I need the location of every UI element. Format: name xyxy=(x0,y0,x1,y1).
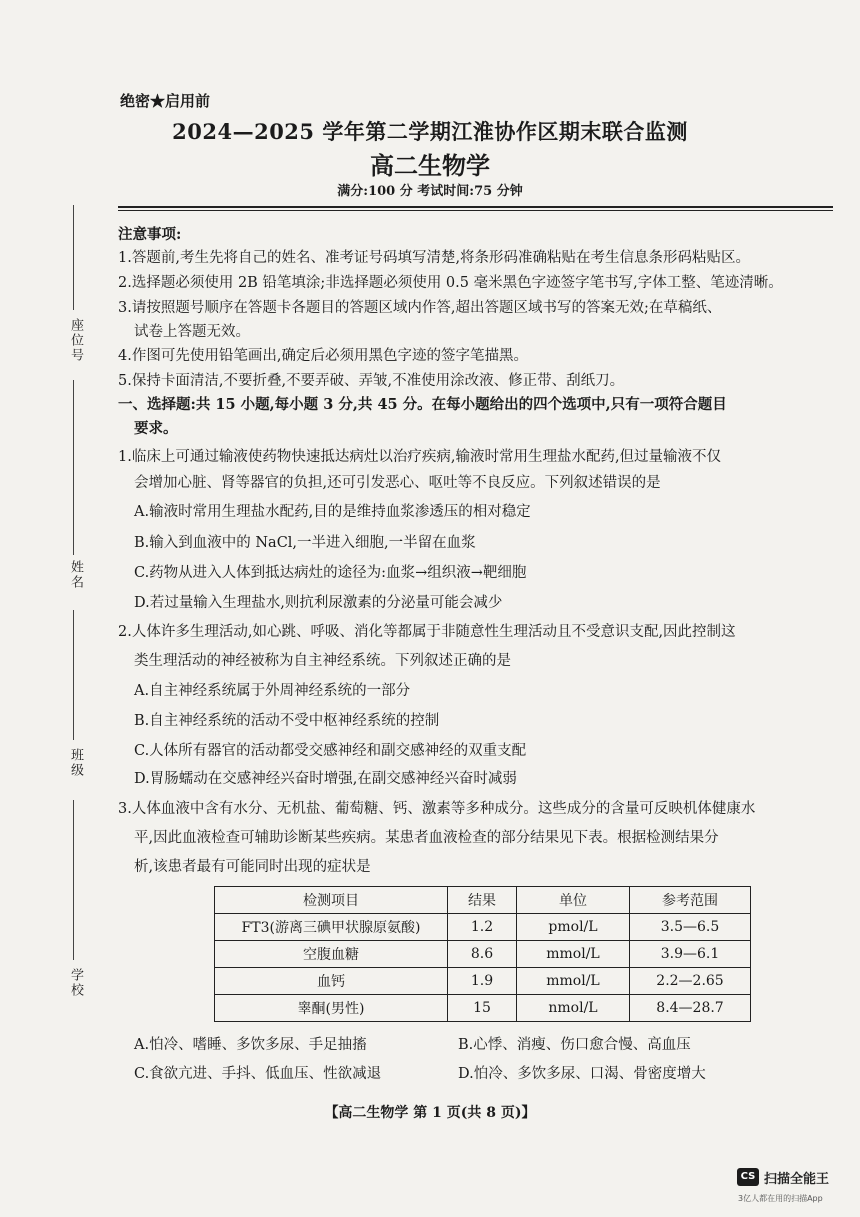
table-cell: mmol/L xyxy=(517,941,630,968)
table-cell: 血钙 xyxy=(215,968,448,995)
table-header-row xyxy=(215,887,751,914)
header-rule-thin xyxy=(118,210,833,211)
question-3-option-c: C.食欲亢进、手抖、低血压、性欲减退 xyxy=(134,1066,382,1082)
table-cell: pmol/L xyxy=(517,914,630,941)
note-item: 5.保持卡面清洁,不要折叠,不要弄破、弄皱,不准使用涂改液、修正带、刮纸刀。 xyxy=(118,373,625,389)
question-3-stem: 3.人体血液中含有水分、无机盐、葡萄糖、钙、激素等多种成分。这些成分的含量可反映机体健康水 xyxy=(118,801,756,817)
question-1-option-b: B.输入到血液中的 NaCl,一半进入细胞,一半留在血浆 xyxy=(134,535,476,551)
note-item: 试卷上答题无效。 xyxy=(134,324,250,340)
table-cell: mmol/L xyxy=(517,968,630,995)
margin-line xyxy=(73,380,74,555)
table-cell: 8.6 xyxy=(448,941,517,968)
question-3-option-b: B.心悸、消瘦、伤口愈合慢、高血压 xyxy=(458,1037,691,1053)
watermark-app-name: 扫描全能王 xyxy=(764,1172,830,1187)
margin-line xyxy=(73,205,74,310)
question-2-option-b: B.自主神经系统的活动不受中枢神经系统的控制 xyxy=(134,713,440,729)
table-row xyxy=(215,914,751,941)
margin-label-seat: 座位号 xyxy=(68,318,83,363)
question-3-option-a: A.怕冷、嗜睡、多饮多尿、手足抽搐 xyxy=(134,1037,367,1053)
question-1-option-c: C.药物从进入人体到抵达病灶的途径为:血浆→组织液→靶细胞 xyxy=(134,565,527,581)
exam-title: 2024—2025 学年第二学期江淮协作区期末联合监测 xyxy=(172,119,688,144)
table-row xyxy=(215,995,751,1022)
table-cell: 1.2 xyxy=(448,914,517,941)
table-cell: 2.2—2.65 xyxy=(630,968,751,995)
table-header-cell: 参考范围 xyxy=(630,887,751,914)
question-2-stem: 2.人体许多生理活动,如心跳、呼吸、消化等都属于非随意性生理活动且不受意识支配,因此控制这 xyxy=(118,624,736,640)
note-item: 1.答题前,考生先将自己的姓名、准考证号码填写清楚,将条形码准确粘贴在考生信息条形码粘贴区。 xyxy=(118,250,751,266)
section-header: 一、选择题:共 15 小题,每小题 3 分,共 45 分。在每小题给出的四个选项中,只有一项符合题目 xyxy=(118,396,727,413)
question-1-stem: 1.临床上可通过输液使药物快速抵达病灶以治疗疾病,输液时常用生理盐水配药,但过量输液不仅 xyxy=(118,449,722,465)
table-row xyxy=(215,968,751,995)
notes-heading: 注意事项: xyxy=(118,226,182,243)
question-1-option-d: D.若过量输入生理盐水,则抗利尿激素的分泌量可能会减少 xyxy=(134,595,503,611)
question-3-stem: 平,因此血液检查可辅助诊断某些疾病。某患者血液检查的部分结果见下表。根据检测结果分 xyxy=(134,830,719,846)
table-cell: 8.4—28.7 xyxy=(630,995,751,1022)
subject-title: 高二生物学 xyxy=(370,151,490,180)
question-3-option-d: D.怕冷、多饮多尿、口渴、骨密度增大 xyxy=(458,1066,706,1082)
question-3-stem: 析,该患者最有可能同时出现的症状是 xyxy=(134,859,371,875)
table-cell: 15 xyxy=(448,995,517,1022)
camscanner-logo-icon: CS xyxy=(737,1168,759,1186)
margin-line xyxy=(73,800,74,960)
question-1-stem: 会增加心脏、肾等器官的负担,还可引发恶心、呕吐等不良反应。下列叙述错误的是 xyxy=(134,475,661,491)
table-cell: 3.9—6.1 xyxy=(630,941,751,968)
table-cell: nmol/L xyxy=(517,995,630,1022)
question-2-option-d: D.胃肠蠕动在交感神经兴奋时增强,在副交感神经兴奋时减弱 xyxy=(134,771,517,787)
note-item: 2.选择题必须使用 2B 铅笔填涂;非选择题必须使用 0.5 毫米黑色字迹签字笔书写,字体工整、笔迹清晰。 xyxy=(118,275,783,291)
note-item: 4.作图可先使用铅笔画出,确定后必须用黑色字迹的签字笔描黑。 xyxy=(118,348,528,364)
table-row xyxy=(215,941,751,968)
table-cell: 睾酮(男性) xyxy=(215,995,448,1022)
blood-test-table xyxy=(214,886,751,1022)
score-time-info: 满分:100 分 考试时间:75 分钟 xyxy=(337,184,523,199)
table-header-cell: 检测项目 xyxy=(215,887,448,914)
table-cell: 1.9 xyxy=(448,968,517,995)
margin-label-name: 姓名 xyxy=(68,560,83,590)
section-header-cont: 要求。 xyxy=(134,420,178,437)
margin-line xyxy=(73,610,74,740)
table-cell: 空腹血糖 xyxy=(215,941,448,968)
margin-label-school: 学校 xyxy=(68,968,83,998)
table-cell: 3.5—6.5 xyxy=(630,914,751,941)
question-2-stem: 类生理活动的神经被称为自主神经系统。下列叙述正确的是 xyxy=(134,653,511,669)
table-header-cell: 结果 xyxy=(448,887,517,914)
question-2-option-a: A.自主神经系统属于外周神经系统的一部分 xyxy=(134,683,411,699)
question-1-option-a: A.输液时常用生理盐水配药,目的是维持血浆渗透压的相对稳定 xyxy=(134,504,531,520)
note-item: 3.请按照题号顺序在答题卡各题目的答题区域内作答,超出答题区域书写的答案无效;在草稿纸、 xyxy=(118,300,722,316)
question-2-option-c: C.人体所有器官的活动都受交感神经和副交感神经的双重支配 xyxy=(134,743,527,759)
header-rule xyxy=(118,206,833,208)
margin-label-class: 班级 xyxy=(68,748,83,778)
table-cell: FT3(游离三碘甲状腺原氨酸) xyxy=(215,914,448,941)
watermark-tagline: 3亿人都在用的扫描App xyxy=(738,1194,823,1203)
page-footer: 【高二生物学 第 1 页(共 8 页)】 xyxy=(324,1105,536,1121)
confidential-label: 绝密★启用前 xyxy=(120,92,211,110)
table-header-cell: 单位 xyxy=(517,887,630,914)
